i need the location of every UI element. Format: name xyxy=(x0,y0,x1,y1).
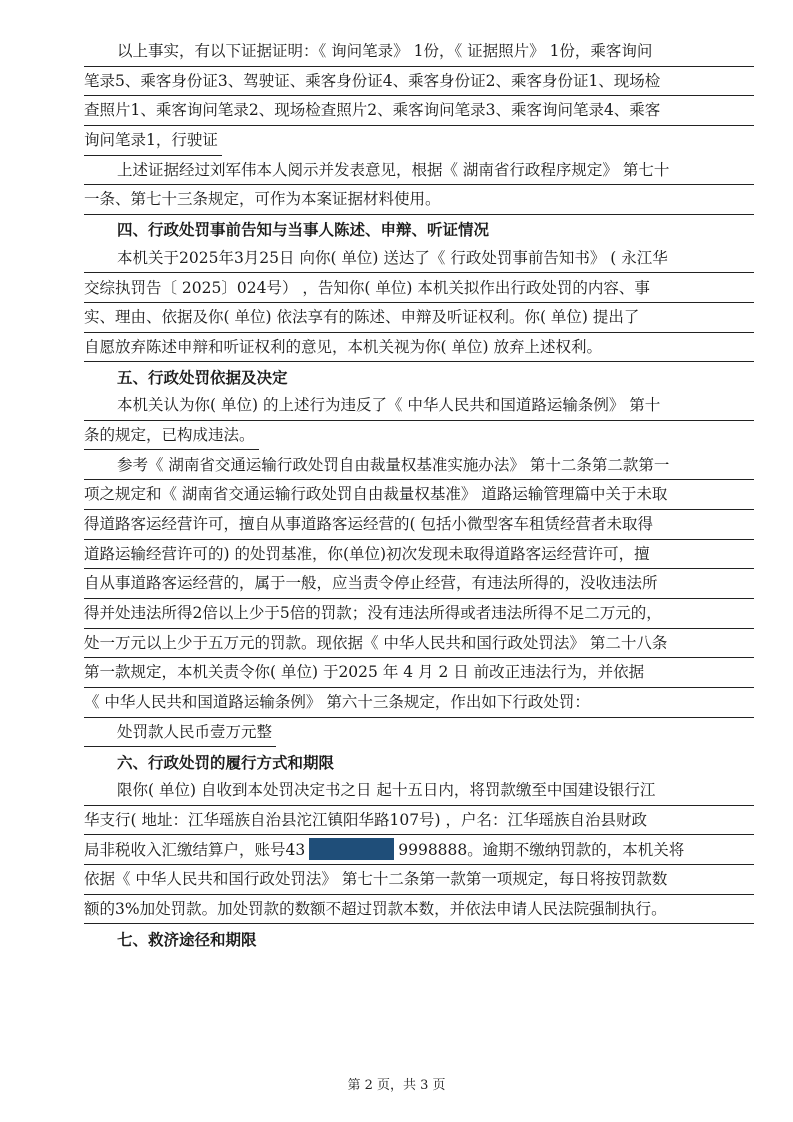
section-heading-6: 六、行政处罚的履行方式和期限 xyxy=(117,753,335,772)
evidence-paragraph xyxy=(84,38,754,215)
text-line: 得道路客运经营许可，擅自从事道路客运经营的( 包括小微型客车租赁经营者未取得 xyxy=(84,511,754,540)
text-line: 上述证据经过刘军伟本人阅示并发表意见，根据《 湖南省行政程序规定》 第七十 xyxy=(84,157,754,186)
text-line: 交综执罚告〔 2025〕024号） ，告知你( 单位) 本机关拟作出行政处罚的内容、事 xyxy=(84,275,754,304)
text-line: 笔录5、乘客身份证3、驾驶证、乘客身份证4、乘客身份证2、乘客身份证1、现场检 xyxy=(84,68,754,97)
text-line: 处罚款人民币壹万元整 xyxy=(84,719,276,748)
text-line: 处一万元以上少于五万元的罚款。现依据《 中华人民共和国行政处罚法》 第二十八条 xyxy=(84,630,754,659)
page-footer: 第 2 页，共 3 页 xyxy=(347,1078,446,1093)
text-line: 《 中华人民共和国道路运输条例》 第六十三条规定，作出如下行政处罚： xyxy=(84,689,754,718)
section-heading-4: 四、行政处罚事前告知与当事人陈述、申辩、听证情况 xyxy=(117,221,490,240)
text-line: 本机关认为你( 单位) 的上述行为违反了《 中华人民共和国道路运输条例》 第十 xyxy=(84,392,754,421)
account-line-suffix: 9998888。逾期不缴纳罚款的，本机关将 xyxy=(398,840,685,859)
text-line: 查照片1、乘客询问笔录2、现场检查照片2、乘客询问笔录3、乘客询问笔录4、乘客 xyxy=(84,97,754,126)
payment-paragraph xyxy=(84,777,754,835)
text-line: 自从事道路客运经营的，属于一般，应当责令停止经营，有违法所得的，没收违法所 xyxy=(84,570,754,599)
text-line: 本机关于2025年3月25日 向你( 单位) 送达了《 行政处罚事前告知书》 ( 永江华 xyxy=(84,245,754,274)
notice-paragraph xyxy=(84,245,754,363)
account-line xyxy=(84,837,754,866)
penalty-basis-paragraph xyxy=(84,392,754,747)
text-line: 依据《 中华人民共和国行政处罚法》 第七十二条第一款第一项规定，每日将按罚款数 xyxy=(84,866,754,895)
text-line: 额的3%加处罚款。加处罚款的数额不超过罚款本数，并依法申请人民法院强制执行。 xyxy=(84,896,754,925)
text-line: 自愿放弃陈述申辩和听证权利的意见，本机关视为你( 单位) 放弃上述权利。 xyxy=(84,334,754,363)
text-line: 条的规定，已构成违法。 xyxy=(84,422,259,451)
late-fee-paragraph xyxy=(84,866,754,924)
section-heading-5: 五、行政处罚依据及决定 xyxy=(117,368,288,387)
document-body xyxy=(84,38,754,954)
text-line: 以上事实，有以下证据证明：《 询问笔录》 1份，《 证据照片》 1份，乘客询问 xyxy=(84,38,754,67)
redaction-block xyxy=(309,838,394,860)
text-line: 道路运输经营许可的) 的处罚基准，你(单位)初次发现未取得道路客运经营许可，擅 xyxy=(84,541,754,570)
text-line: 限你( 单位) 自收到本处罚决定书之日 起十五日内，将罚款缴至中国建设银行江 xyxy=(84,777,754,806)
text-line: 华支行( 地址：江华瑶族自治县沱江镇阳华路107号) ，户名：江华瑶族自治县财政 xyxy=(84,807,754,836)
text-line: 参考《 湖南省交通运输行政处罚自由裁量权基准实施办法》 第十二条第二款第一 xyxy=(84,452,754,481)
text-line: 实、理由、依据及你( 单位) 依法享有的陈述、申辩及听证权利。你( 单位) 提出了 xyxy=(84,304,754,333)
text-line: 项之规定和《 湖南省交通运输行政处罚自由裁量权基准》 道路运输管理篇中关于未取 xyxy=(84,481,754,510)
text-line: 得并处违法所得2倍以上少于5倍的罚款；没有违法所得或者违法所得不足二万元的， xyxy=(84,600,754,629)
section-heading-7: 七、救济途径和期限 xyxy=(117,930,257,949)
text-line: 一条、第七十三条规定，可作为本案证据材料使用。 xyxy=(84,186,754,215)
text-line: 第一款规定，本机关责令你( 单位) 于2025 年 4 月 2 日 前改正违法行为，并依据 xyxy=(84,659,754,688)
text-line: 询问笔录1，行驶证 xyxy=(84,127,222,156)
account-line-prefix: 局非税收入汇缴结算户，账号43 xyxy=(84,840,306,859)
